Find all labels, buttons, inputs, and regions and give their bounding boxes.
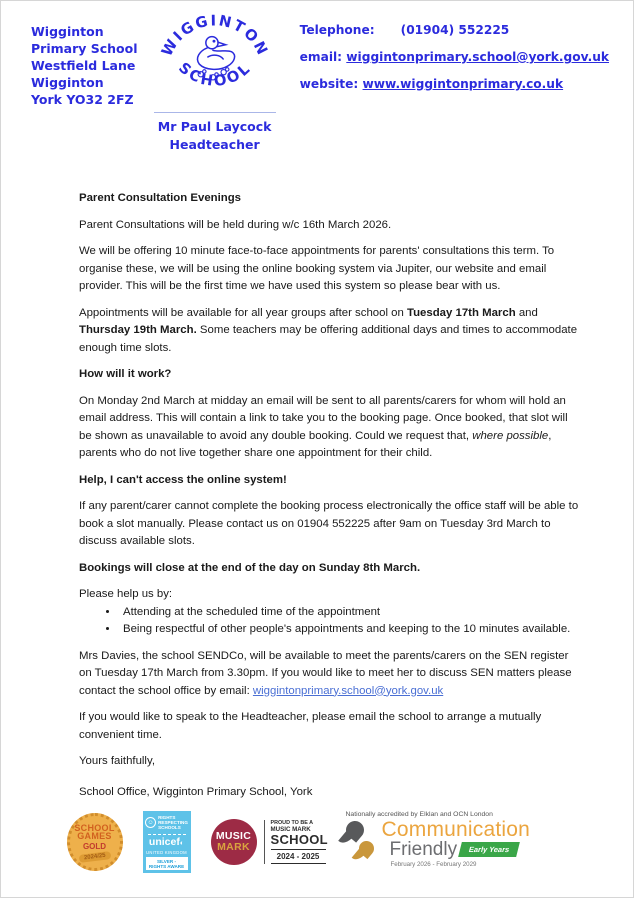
communication-friendly-badge-icon — [346, 811, 568, 873]
paragraph-sendco — [79, 648, 581, 701]
rights-word: SCHOOLS — [158, 825, 181, 831]
telephone-row — [300, 23, 609, 37]
heading-bookings-close: Bookings will close at the end of the day on Sunday 8th March. — [79, 561, 421, 574]
svg-text:WIGGINTON — [158, 12, 271, 59]
music-mark-school-word: SCHOOL — [270, 832, 328, 847]
gold-quote-shape — [355, 838, 376, 859]
paragraph-intro: Parent Consultations will be held during w/c 16th March 2026. — [79, 218, 392, 231]
unicef-badge-top — [145, 815, 188, 831]
address-line: Westfield Lane — [31, 58, 136, 73]
italic-where-possible: where possible — [472, 429, 549, 442]
school-games-level: GOLD — [82, 841, 107, 851]
unicef-rights-respecting-badge-icon — [143, 811, 191, 873]
music-mark-badge-icon — [211, 819, 326, 865]
signoff-yours-faithfully: Yours faithfully, — [79, 755, 155, 767]
quote-marks-icon — [346, 819, 380, 873]
sendco-email-link[interactable]: wiggintonprimary.school@york.gov.uk — [252, 684, 444, 697]
heading-how-it-works: How will it work? — [79, 368, 172, 380]
text-segment: On Monday 2nd March at midday an email will be sent to all parents/carers for whom will hold an email address. This will contain a link to take you to the booking page. Once booked, that slot will be shown as unavailable to avoid any double booking. Could we request that, — [79, 394, 568, 442]
address-line: York YO32 2FZ — [31, 92, 134, 107]
paragraph-headteacher: If you would like to speak to the Headteacher, please email the school to arrange a mutually convenient time. — [79, 711, 542, 741]
logo-arc-top-text: WIGGINTON — [158, 12, 272, 60]
email-row — [300, 50, 609, 64]
school-logo-block — [154, 11, 276, 154]
paragraph-offering: We will be offering 10 minute face-to-face appointments for parents' consultations this term. To organise these, we will be using the online booking system via Jupiter, our website and email provider. This will be the first time we have used this system so please bear with us. — [79, 245, 555, 292]
headteacher-title: Headteacher — [169, 137, 260, 152]
text-segment: and — [515, 306, 538, 319]
communication-word: Communication — [381, 818, 530, 841]
rights-word: RIGHTS — [158, 815, 176, 820]
bold-date-tuesday: Tuesday 17th March — [406, 306, 516, 319]
music-mark-text-block — [264, 820, 326, 864]
music-mark-word: MUSIC — [215, 830, 252, 842]
list-item: • Attending at the scheduled time of the appointment — [119, 604, 581, 622]
text-segment: Some teachers may be offering additional days and times to accommodate enough time slots. — [79, 324, 578, 354]
text-segment: Appointments will be available for all year groups after school on — [79, 306, 407, 319]
website-link[interactable]: www.wiggintonprimary.co.uk — [362, 77, 564, 91]
bold-date-thursday: Thursday 19th March. — [79, 324, 197, 336]
school-logo-duck-icon — [154, 11, 276, 111]
unicef-brand-text: unicef — [148, 835, 180, 848]
list-item: • Being respectful of other people's appointments and keeping to the 10 minutes available. — [119, 621, 581, 639]
text-segment: Mrs Davies, the school SENDCo, will be available to meet the parents/carers on the SEN register on Tuesday 17th March from 3.30pm. If you would like to meet her to discuss SEN matters please contact the school office by email: — [79, 649, 572, 697]
school-address — [31, 23, 154, 154]
paragraph-help: If any parent/carer cannot complete the booking process electronically the office staff will be able to book a slot manually. Please contact us on 01904 552225 after 9am on Tuesday 3rd March to discuss available slots. — [79, 500, 579, 547]
school-games-word: SCHOOL — [74, 822, 115, 833]
unicef-globe-icon: ◐ — [179, 839, 185, 847]
unicef-wordmark — [149, 837, 184, 849]
school-games-word: GAMES — [77, 830, 112, 841]
music-mark-word: MARK — [217, 841, 250, 853]
signoff-school-office: School Office, Wigginton Primary School, York — [79, 785, 313, 798]
friendly-row — [390, 840, 531, 859]
address-line: Wigginton — [31, 75, 104, 90]
unicef-emblem-icon: ☺ — [145, 817, 156, 828]
music-mark-years: 2024 - 2025 — [271, 849, 326, 864]
rights-word: RESPECTING — [158, 820, 188, 826]
paragraph-please-help: Please help us by: — [79, 588, 173, 600]
comm-friendly-accreditation: Nationally accredited by Elklan and OCN London — [345, 811, 493, 818]
unicef-award-strip: SILVER - RIGHTS AWARE — [146, 857, 188, 870]
friendly-word: Friendly — [389, 839, 458, 860]
heading-help: Help, I can't access the online system! — [79, 473, 287, 486]
telephone-number: (01904) 552225 — [400, 23, 510, 37]
paragraph-how — [79, 393, 581, 463]
letter-title: Parent Consultation Evenings — [79, 192, 242, 204]
email-link[interactable]: wiggintonprimary.school@york.gov.uk — [346, 50, 609, 64]
text-segment: , parents who do not live together share one appointment for their child. — [79, 429, 552, 459]
school-games-year: 2024/25 — [78, 851, 110, 863]
email-label: email: — [299, 50, 343, 64]
accreditation-badges — [1, 811, 633, 873]
rights-respecting-text — [158, 815, 188, 831]
music-mark-circle — [211, 819, 257, 865]
website-label: website: — [299, 77, 359, 91]
paragraph-appointments — [79, 305, 581, 358]
logo-arc-bottom-text: SCHOOL — [174, 59, 255, 91]
website-row — [300, 77, 609, 91]
school-games-gold-badge-icon — [67, 813, 123, 871]
comm-friendly-dates: February 2026 - February 2029 — [390, 861, 477, 868]
address-line: Wigginton Primary School — [31, 24, 138, 56]
comm-friendly-words — [382, 819, 531, 873]
early-years-badge: Early Years — [458, 842, 520, 857]
unicef-country: UNITED KINGDOM — [146, 849, 187, 855]
headteacher-name: Mr Paul Laycock — [157, 119, 272, 134]
music-mark-tagline: MUSIC MARK — [270, 826, 311, 833]
dark-quote-shape — [342, 817, 367, 842]
contact-details — [300, 23, 609, 154]
music-mark-tagline: PROUD TO BE A — [270, 820, 314, 826]
comm-friendly-main — [346, 819, 568, 873]
telephone-label: Telephone: — [299, 23, 375, 37]
help-bullet-list — [79, 604, 581, 639]
unicef-dashed-divider — [148, 834, 186, 835]
letterhead — [1, 1, 633, 154]
logo-divider — [154, 112, 276, 113]
letter-body — [1, 190, 633, 801]
